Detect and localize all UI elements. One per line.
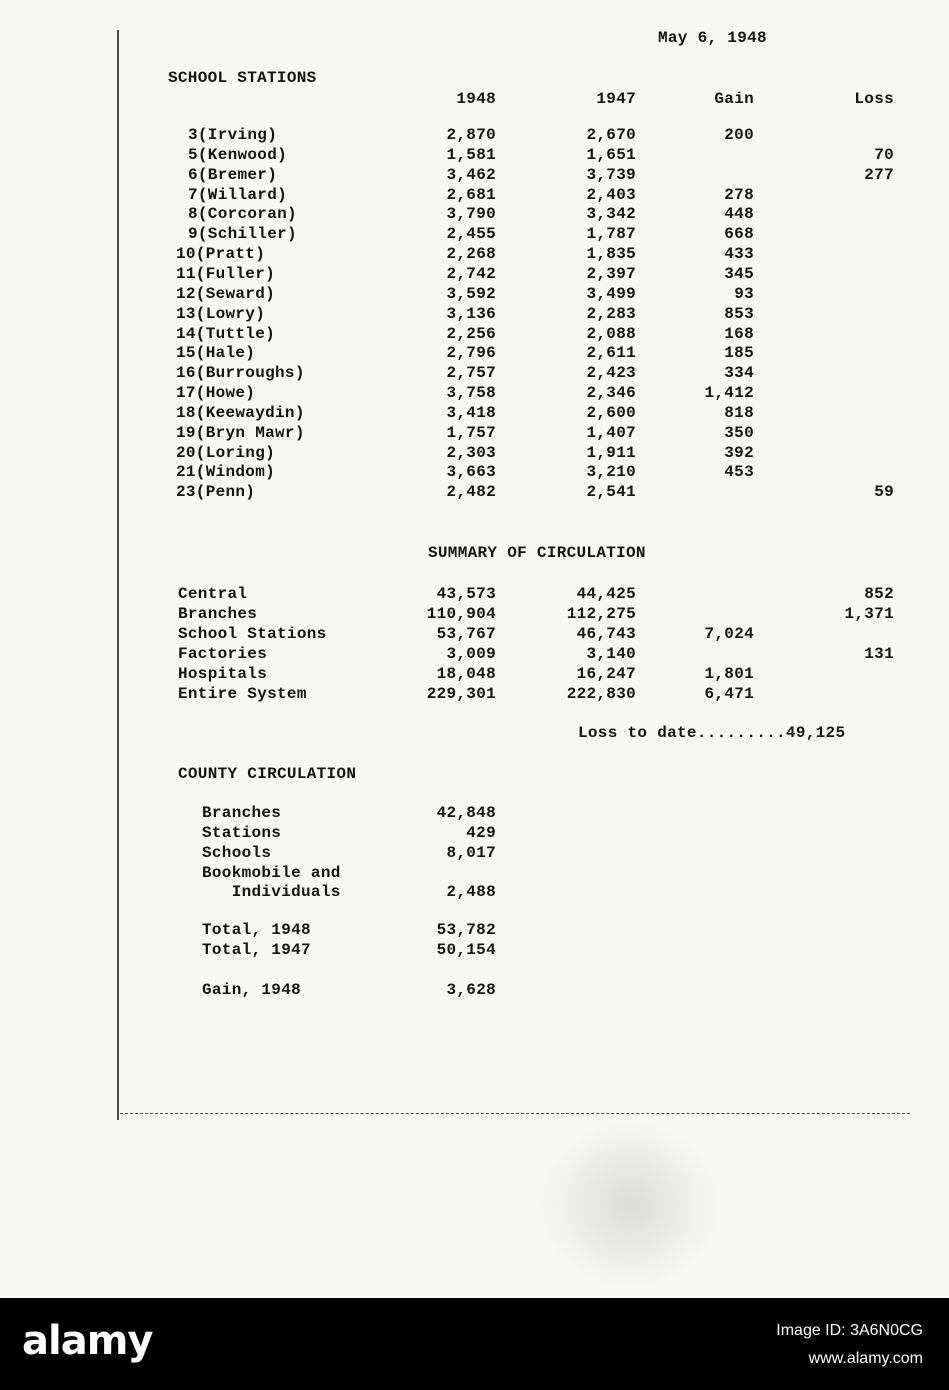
column-header-loss: Loss xyxy=(854,90,894,108)
table-cell-1948: 1,757 xyxy=(446,423,496,442)
summary-cell-1948: 110,904 xyxy=(426,605,496,623)
total-row-name: Total, 1948 xyxy=(202,921,311,939)
table-cell-gain: 453 xyxy=(724,463,754,482)
summary-cell-1947: 222,830 xyxy=(566,685,636,703)
table-cell-1947: 2,403 xyxy=(586,185,636,204)
county-row-name: Bookmobile and xyxy=(202,864,341,882)
summary-cell-loss: 1,371 xyxy=(844,605,894,623)
summary-cell-1947: 16,247 xyxy=(576,665,636,683)
summary-cell-gain: 6,471 xyxy=(704,685,754,703)
summary-cell-1947: 44,425 xyxy=(576,585,636,603)
table-cell-1947: 2,283 xyxy=(586,304,636,323)
column-header-1948: 1948 xyxy=(456,90,496,108)
table-cell-1947: 1,911 xyxy=(586,443,636,462)
summary-cell-1948: 18,048 xyxy=(436,665,496,683)
table-cell-gain: 433 xyxy=(724,245,754,264)
table-row-name: 21(Windom) xyxy=(176,463,276,482)
table-cell-1947: 2,346 xyxy=(586,384,636,403)
table-cell-loss: 70 xyxy=(874,145,894,164)
table-row-name: 7(Willard) xyxy=(188,185,288,204)
summary-row-name: Entire System xyxy=(178,685,307,703)
summary-cell-1947: 3,140 xyxy=(586,645,636,663)
table-row-name: 20(Loring) xyxy=(176,443,276,462)
table-cell-gain: 168 xyxy=(724,324,754,343)
table-cell-1948: 1,581 xyxy=(446,145,496,164)
total-row-value: 50,154 xyxy=(436,941,496,959)
table-cell-1948: 2,796 xyxy=(446,344,496,363)
scan-smudge xyxy=(540,1120,720,1290)
table-cell-1948: 3,790 xyxy=(446,205,496,224)
table-cell-gain: 278 xyxy=(724,185,754,204)
summary-cell-gain: 1,801 xyxy=(704,665,754,683)
table-row-name: 11(Fuller) xyxy=(176,264,276,283)
table-cell-1947: 2,600 xyxy=(586,403,636,422)
county-row-name: Individuals xyxy=(202,883,341,901)
summary-cell-1948: 53,767 xyxy=(436,625,496,643)
table-cell-1948: 2,268 xyxy=(446,245,496,264)
margin-rule xyxy=(117,30,119,1120)
summary-cell-1948: 43,573 xyxy=(436,585,496,603)
summary-cell-1948: 3,009 xyxy=(446,645,496,663)
gain-row-value: 3,628 xyxy=(446,981,496,999)
column-header-1947: 1947 xyxy=(596,90,636,108)
table-cell-1947: 3,499 xyxy=(586,284,636,303)
table-cell-gain: 200 xyxy=(724,126,754,144)
summary-cell-1947: 112,275 xyxy=(566,605,636,623)
table-cell-gain: 350 xyxy=(724,423,754,442)
table-cell-1947: 2,397 xyxy=(586,264,636,283)
table-row-name: 5(Kenwood) xyxy=(188,145,288,164)
table-cell-1947: 1,651 xyxy=(586,145,636,164)
summary-cell-loss: 131 xyxy=(864,645,894,663)
table-row-name: 17(Howe) xyxy=(176,384,256,403)
table-row-name: 18(Keewaydin) xyxy=(176,403,305,422)
table-cell-1948: 2,742 xyxy=(446,264,496,283)
table-cell-gain: 392 xyxy=(724,443,754,462)
table-cell-gain: 1,412 xyxy=(704,384,754,403)
table-cell-gain: 853 xyxy=(724,304,754,323)
table-row-name: 3(Irving) xyxy=(188,126,278,144)
summary-row-name: Branches xyxy=(178,605,258,623)
table-cell-1947: 3,739 xyxy=(586,165,636,184)
table-row-name: 14(Tuttle) xyxy=(176,324,276,343)
table-cell-gain: 185 xyxy=(724,344,754,363)
county-row-value: 42,848 xyxy=(436,804,496,822)
table-cell-1947: 1,835 xyxy=(586,245,636,264)
table-cell-1948: 2,681 xyxy=(446,185,496,204)
county-row-value: 8,017 xyxy=(446,844,496,862)
table-cell-gain: 668 xyxy=(724,225,754,244)
summary-cell-1947: 46,743 xyxy=(576,625,636,643)
county-row-name: Schools xyxy=(202,844,272,862)
table-row-name: 9(Schiller) xyxy=(188,225,297,244)
table-cell-1948: 3,418 xyxy=(446,403,496,422)
table-cell-1947: 2,611 xyxy=(586,344,636,363)
table-cell-1947: 2,670 xyxy=(586,126,636,144)
table-row-name: 8(Corcoran) xyxy=(188,205,297,224)
document-date: May 6, 1948 xyxy=(658,29,767,47)
table-cell-1947: 3,210 xyxy=(586,463,636,482)
image-id: Image ID: 3A6N0CG xyxy=(776,1322,923,1339)
table-cell-1948: 3,592 xyxy=(446,284,496,303)
summary-cell-gain: 7,024 xyxy=(704,625,754,643)
table-cell-1948: 3,758 xyxy=(446,384,496,403)
table-cell-1948: 2,870 xyxy=(446,126,496,144)
table-cell-1948: 2,482 xyxy=(446,483,496,502)
table-row-name: 6(Bremer) xyxy=(188,165,278,184)
county-row-name: Branches xyxy=(202,804,282,822)
table-row-name: 10(Pratt) xyxy=(176,245,266,264)
summary-row-name: Central xyxy=(178,585,248,603)
table-cell-gain: 93 xyxy=(734,284,754,303)
alamy-logo: alamy xyxy=(22,1318,153,1364)
total-row-name: Total, 1947 xyxy=(202,941,311,959)
column-header-gain: Gain xyxy=(714,90,754,108)
summary-heading: SUMMARY OF CIRCULATION xyxy=(428,544,646,562)
table-row-name: 13(Lowry) xyxy=(176,304,266,323)
table-cell-1948: 2,757 xyxy=(446,364,496,383)
county-circulation-heading: COUNTY CIRCULATION xyxy=(178,765,357,783)
table-cell-1947: 2,088 xyxy=(586,324,636,343)
table-cell-1947: 2,423 xyxy=(586,364,636,383)
summary-cell-loss: 852 xyxy=(864,585,894,603)
table-row-name: 15(Hale) xyxy=(176,344,256,363)
table-row-name: 12(Seward) xyxy=(176,284,276,303)
table-cell-1948: 3,663 xyxy=(446,463,496,482)
county-row-value: 429 xyxy=(466,824,496,842)
county-row-name: Stations xyxy=(202,824,282,842)
table-row-name: 16(Burroughs) xyxy=(176,364,305,383)
county-row-value: 2,488 xyxy=(446,883,496,901)
table-cell-gain: 345 xyxy=(724,264,754,283)
summary-row-name: School Stations xyxy=(178,625,327,643)
table-cell-1947: 2,541 xyxy=(586,483,636,502)
table-cell-1947: 1,787 xyxy=(586,225,636,244)
page-edge-rule xyxy=(120,1113,910,1114)
table-cell-1948: 2,303 xyxy=(446,443,496,462)
school-stations-heading: SCHOOL STATIONS xyxy=(168,69,317,87)
table-cell-1947: 1,407 xyxy=(586,423,636,442)
loss-to-date: Loss to date.........49,125 xyxy=(578,724,846,742)
table-cell-loss: 59 xyxy=(874,483,894,502)
table-cell-1948: 3,462 xyxy=(446,165,496,184)
gain-row-name: Gain, 1948 xyxy=(202,981,302,999)
table-cell-gain: 334 xyxy=(724,364,754,383)
table-row-name: 23(Penn) xyxy=(176,483,256,502)
table-cell-1948: 2,256 xyxy=(446,324,496,343)
total-row-value: 53,782 xyxy=(436,921,496,939)
summary-row-name: Factories xyxy=(178,645,268,663)
stock-url: www.alamy.com xyxy=(808,1350,923,1367)
table-row-name: 19(Bryn Mawr) xyxy=(176,423,305,442)
table-cell-1948: 3,136 xyxy=(446,304,496,323)
table-cell-gain: 818 xyxy=(724,403,754,422)
table-cell-1947: 3,342 xyxy=(586,205,636,224)
table-cell-loss: 277 xyxy=(864,165,894,184)
table-cell-gain: 448 xyxy=(724,205,754,224)
summary-row-name: Hospitals xyxy=(178,665,268,683)
summary-cell-1948: 229,301 xyxy=(426,685,496,703)
table-cell-1948: 2,455 xyxy=(446,225,496,244)
